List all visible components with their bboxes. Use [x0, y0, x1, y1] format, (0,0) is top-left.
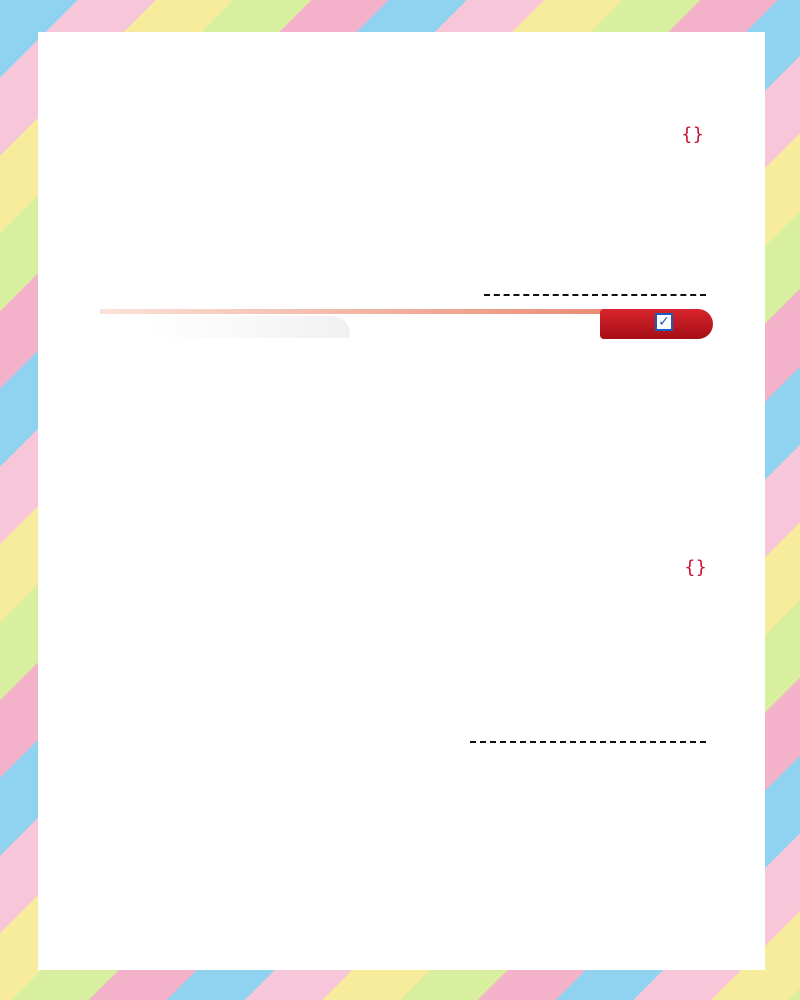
divider-dashed: [484, 294, 706, 296]
set-brace-close: }: [681, 124, 693, 145]
numberline-mid-2: [320, 634, 690, 670]
book-ref-tab: [150, 316, 350, 338]
numberline-mid-1: [320, 590, 690, 626]
header-strip: [100, 309, 610, 314]
numberline-top-2: [300, 200, 680, 236]
set-brace-open: {: [692, 124, 704, 145]
numberline-mid-3: [320, 680, 690, 716]
p1-brace-close: }: [684, 557, 696, 578]
numberline-top-1: [300, 160, 680, 196]
check-icon: ✓: [655, 313, 673, 331]
divider-dashed-2: [470, 741, 706, 743]
problem1-set: [684, 557, 707, 578]
numberline-top-3: [300, 241, 680, 277]
intro-line-2: [681, 124, 704, 145]
p1-brace-open: {: [695, 557, 707, 578]
